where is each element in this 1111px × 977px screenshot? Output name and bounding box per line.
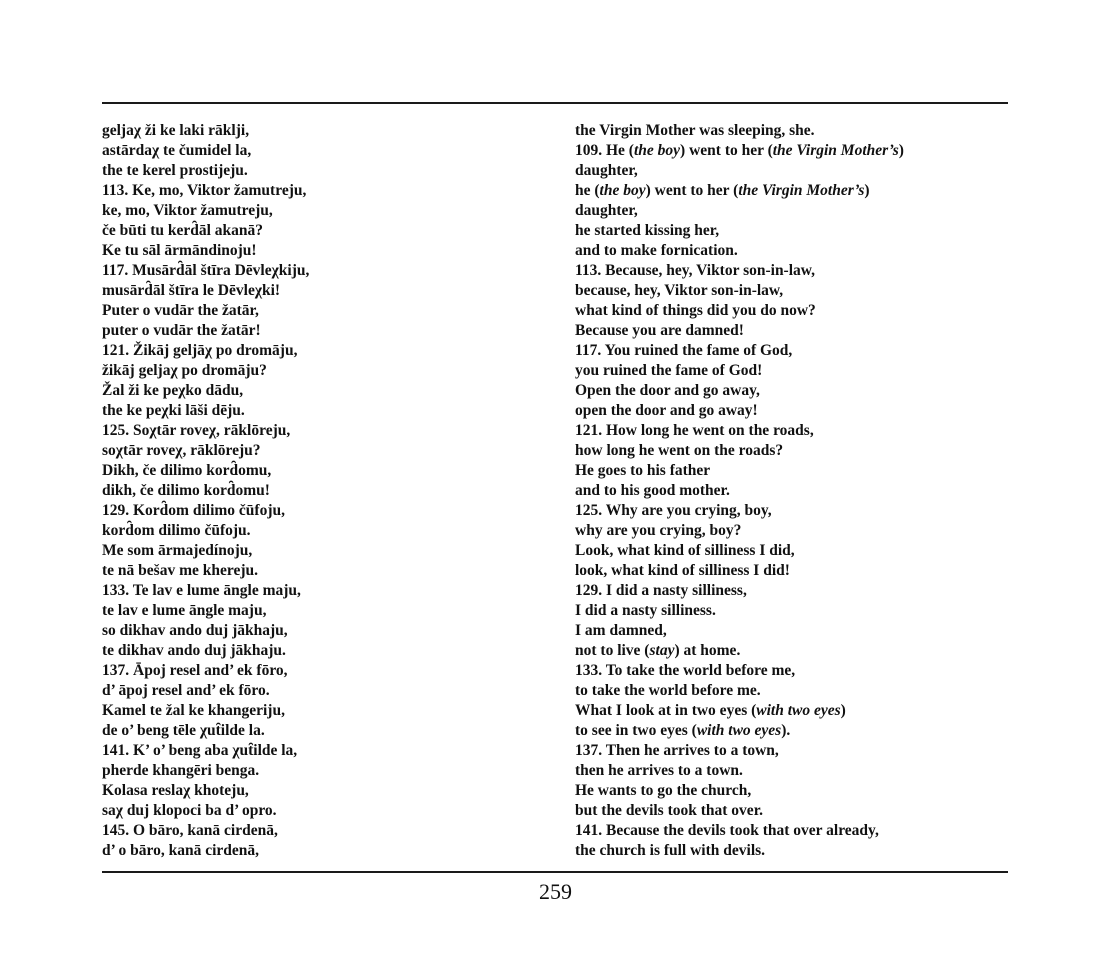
- romani-verse-line: musārd̑āl štīra le Dēvleχki!: [102, 282, 281, 299]
- translation-verse-line: [575, 661, 904, 681]
- line-segment: ) went to her (: [680, 142, 773, 159]
- romani-verse-line: 129. Kord̑om dilimo čūfoju,: [102, 502, 285, 519]
- romani-verse-line: te lav e lume āngle maju,: [102, 602, 267, 619]
- translation-verse-line: [575, 741, 904, 761]
- romani-verse-line: Ke tu sāl ārmāndinoju!: [102, 242, 257, 259]
- line-segment: ): [840, 702, 846, 719]
- line-segment: he started kissing her,: [575, 222, 720, 239]
- translation-verse-line: [575, 381, 904, 401]
- line-segment: Look, what kind of silliness I did,: [575, 542, 795, 559]
- line-segment: I am damned,: [575, 622, 667, 639]
- translation-verse-line: [575, 121, 904, 141]
- romani-verse-line: žikāj geljaχ po dromāju?: [102, 362, 267, 379]
- translation-verse-line: [575, 801, 904, 821]
- line-segment: 121. How long he went on the roads,: [575, 422, 814, 439]
- translation-verse-line: [575, 441, 904, 461]
- line-segment: daughter,: [575, 202, 638, 219]
- line-segment: 125. Why are you crying, boy,: [575, 502, 772, 519]
- line-segment: open the door and go away!: [575, 402, 758, 419]
- romani-verse-line: kord̑om dilimo čūfoju.: [102, 522, 251, 539]
- romani-verse-line: 141. K’ o’ beng aba χut̑ilde la,: [102, 742, 298, 759]
- italic-gloss: the Virgin Mother’s: [738, 182, 865, 199]
- italic-gloss: the Virgin Mother’s: [772, 142, 899, 159]
- translation-verse-line: [575, 261, 904, 281]
- romani-verse-line: astārdaχ te čumidel la,: [102, 142, 252, 159]
- translation-verse-line: [575, 141, 904, 161]
- bottom-rule: [102, 871, 1008, 873]
- translation-verse-line: [575, 721, 904, 741]
- translation-verse-line: [575, 181, 904, 201]
- romani-verse-line: the ke peχki lāši dēju.: [102, 402, 245, 419]
- line-segment: 133. To take the world before me,: [575, 662, 796, 679]
- romani-verse-line: soχtār roveχ, rāklōreju?: [102, 442, 261, 459]
- translation-verse-line: [575, 581, 904, 601]
- romani-verse-line: 133. Te lav e lume āngle maju,: [102, 582, 301, 599]
- line-segment: and to make fornication.: [575, 242, 738, 259]
- line-segment: then he arrives to a town.: [575, 762, 743, 779]
- italic-gloss: the boy: [633, 142, 681, 159]
- romani-verse-line: 137. Āpoj resel and’ ek fōro,: [102, 662, 288, 679]
- line-segment: to take the world before me.: [575, 682, 761, 699]
- translation-verse-line: [575, 221, 904, 241]
- romani-verse-line: de o’ beng tēle χut̑ilde la.: [102, 722, 265, 739]
- line-segment: you ruined the fame of God!: [575, 362, 763, 379]
- line-segment: Open the door and go away,: [575, 382, 760, 399]
- romani-verse-line: Me som ārmajedínoju,: [102, 542, 253, 559]
- translation-verse-line: [575, 321, 904, 341]
- line-segment: What I look at in two eyes (: [575, 702, 757, 719]
- romani-verse-line: Puter o vudār the žatār,: [102, 302, 259, 319]
- translation-verse-line: [575, 781, 904, 801]
- romani-verse-line: Kamel te žal ke khangeriju,: [102, 702, 285, 719]
- line-segment: He wants to go the church,: [575, 782, 752, 799]
- italic-gloss: with two eyes: [756, 702, 841, 719]
- translation-verse-line: [575, 301, 904, 321]
- translation-verse-line: [575, 401, 904, 421]
- line-segment: ) went to her (: [645, 182, 739, 199]
- line-segment: look, what kind of silliness I did!: [575, 562, 790, 579]
- translation-verse-line: [575, 541, 904, 561]
- romani-verse-line: saχ duj klopoci ba d’ opro.: [102, 802, 277, 819]
- translation-verse-line: [575, 161, 904, 181]
- line-segment: and to his good mother.: [575, 482, 730, 499]
- line-segment: 113. Because, hey, Viktor son-in-law,: [575, 262, 815, 279]
- line-segment: the church is full with devils.: [575, 842, 766, 859]
- romani-verse-line: 145. O bāro, kanā cirdenā,: [102, 822, 278, 839]
- line-segment: Because you are damned!: [575, 322, 744, 339]
- romani-verse-line: te nā bešav me khereju.: [102, 562, 258, 579]
- line-segment: I did a nasty silliness.: [575, 602, 716, 619]
- line-segment: he (: [575, 182, 600, 199]
- line-segment: 141. Because the devils took that over already,: [575, 822, 879, 839]
- translation-verse-line: [575, 561, 904, 581]
- translation-verse-line: [575, 761, 904, 781]
- translation-verse-line: [575, 501, 904, 521]
- romani-verse-line: puter o vudār the žatār!: [102, 322, 261, 339]
- line-segment: daughter,: [575, 162, 638, 179]
- line-segment: 137. Then he arrives to a town,: [575, 742, 779, 759]
- romani-verse-line: d’ āpoj resel and’ ek fōro.: [102, 682, 270, 699]
- translation-verse-line: [575, 821, 904, 841]
- line-segment: 109. He (: [575, 142, 634, 159]
- line-segment: 117. You ruined the fame of God,: [575, 342, 793, 359]
- translation-verse-line: [575, 241, 904, 261]
- line-segment: He goes to his father: [575, 462, 711, 479]
- translation-verse-line: [575, 701, 904, 721]
- italic-gloss: stay: [649, 642, 675, 659]
- romani-verse-line: 125. Soχtār roveχ, rāklōreju,: [102, 422, 291, 439]
- translation-verse-line: [575, 461, 904, 481]
- romani-verse-line: če būti tu kerd̑āl akanā?: [102, 222, 264, 239]
- translation-verse-line: [575, 361, 904, 381]
- line-segment: because, hey, Viktor son-in-law,: [575, 282, 784, 299]
- romani-verse-line: pherde khangēri benga.: [102, 762, 260, 779]
- romani-verse-line: Kolasa reslaχ khoteju,: [102, 782, 249, 799]
- translation-verse-line: [575, 421, 904, 441]
- translation-verse-line: [575, 601, 904, 621]
- translation-verse-line: [575, 841, 904, 861]
- romani-verse-line: te dikhav ando duj jākhaju.: [102, 642, 286, 659]
- italic-gloss: with two eyes: [696, 722, 782, 739]
- line-segment: but the devils took that over.: [575, 802, 764, 819]
- romani-verse-line: 117. Musārd̑āl štīra Dēvleχkiju,: [102, 262, 310, 279]
- romani-verse-line: so dikhav ando duj jākhaju,: [102, 622, 288, 639]
- line-segment: why are you crying, boy?: [575, 522, 742, 539]
- romani-verse-line: dikh, če dilimo kord̑omu!: [102, 482, 270, 499]
- romani-verse-line: Žal ži ke peχko dādu,: [102, 382, 244, 399]
- line-segment: how long he went on the roads?: [575, 442, 784, 459]
- line-segment: what kind of things did you do now?: [575, 302, 816, 319]
- line-segment: 129. I did a nasty silliness,: [575, 582, 747, 599]
- line-segment: ): [898, 142, 904, 159]
- line-segment: the Virgin Mother was sleeping, she.: [575, 122, 815, 139]
- line-segment: ): [864, 182, 870, 199]
- top-rule: [102, 102, 1008, 104]
- romani-verse-line: 121. Žikāj geljāχ po dromāju,: [102, 342, 298, 359]
- translation-verse-line: [575, 341, 904, 361]
- romani-verse-line: the te kerel prostijeju.: [102, 162, 248, 179]
- translation-verse-line: [575, 521, 904, 541]
- translation-verse-line: [575, 481, 904, 501]
- italic-gloss: the boy: [599, 182, 646, 199]
- translation-verse-line: [575, 681, 904, 701]
- romani-verse-line: ke, mo, Viktor žamutreju,: [102, 202, 273, 219]
- romani-verse-line: Dikh, če dilimo kord̑omu,: [102, 462, 272, 479]
- line-segment: to see in two eyes (: [575, 722, 697, 739]
- line-segment: ).: [781, 722, 791, 739]
- romani-verse-line: 113. Ke, mo, Viktor žamutreju,: [102, 182, 307, 199]
- line-segment: not to live (: [575, 642, 650, 659]
- translation-verse-line: [575, 641, 904, 661]
- translation-verse-line: [575, 201, 904, 221]
- translation-verse-line: [575, 281, 904, 301]
- line-segment: ) at home.: [674, 642, 741, 659]
- english-translation-column: [575, 121, 904, 861]
- romani-verse-line: geljaχ ži ke laki rāklji,: [102, 122, 250, 139]
- translation-verse-line: [575, 621, 904, 641]
- romani-verse-line: d’ o bāro, kanā cirdenā,: [102, 842, 260, 859]
- page-number: 259: [539, 879, 572, 904]
- romani-text-column: [102, 121, 309, 861]
